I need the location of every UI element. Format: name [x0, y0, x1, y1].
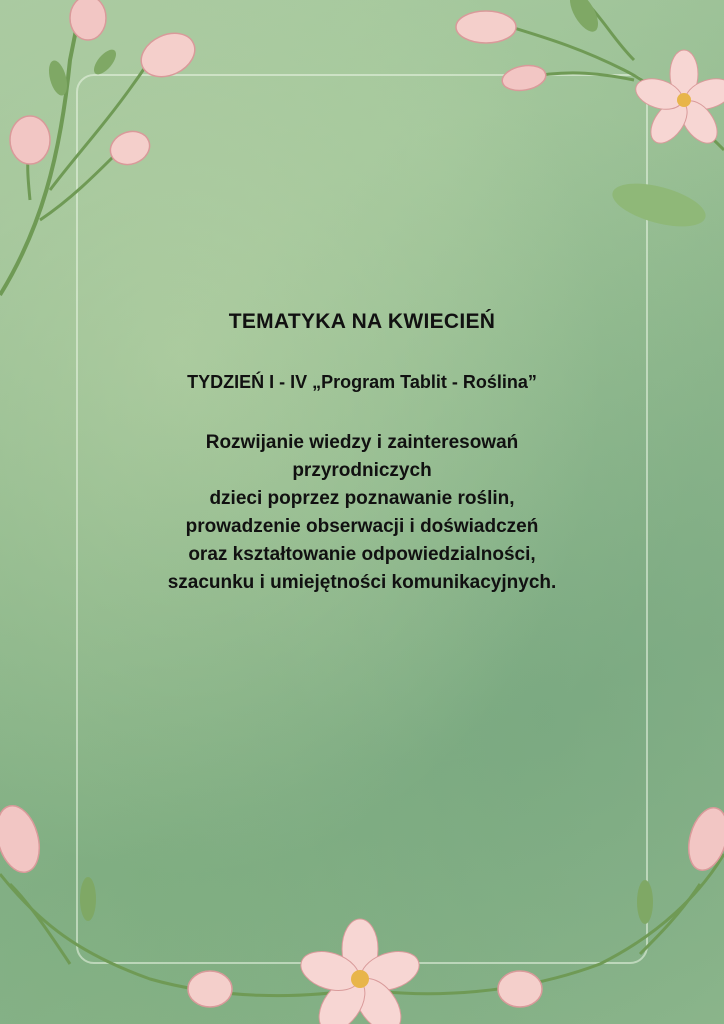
- flower-branch-top-right-icon: [444, 0, 724, 250]
- description-line: oraz kształtowanie odpowiedzialności,: [188, 544, 536, 565]
- page-title: TEMATYKA NA KWIECIEŃ: [228, 310, 496, 333]
- description-line: przyrodniczych: [292, 460, 432, 481]
- description-line: prowadzenie obserwacji i doświadczeń: [185, 516, 539, 537]
- description-line: dzieci poprzez poznawanie roślin,: [209, 488, 515, 509]
- description-line: szacunku i umiejętności komunikacyjnych.: [167, 572, 557, 593]
- description-line: Rozwijanie wiedzy i zainteresowań: [205, 432, 519, 453]
- week-subtitle: TYDZIEŃ I - IV „Program Tablit - Roślina”: [187, 372, 537, 392]
- poster-text: [40, 310, 684, 597]
- flower-garland-bottom-icon: [0, 784, 724, 1024]
- description-paragraph: [40, 429, 684, 597]
- flower-branch-top-left-icon: [0, 0, 220, 300]
